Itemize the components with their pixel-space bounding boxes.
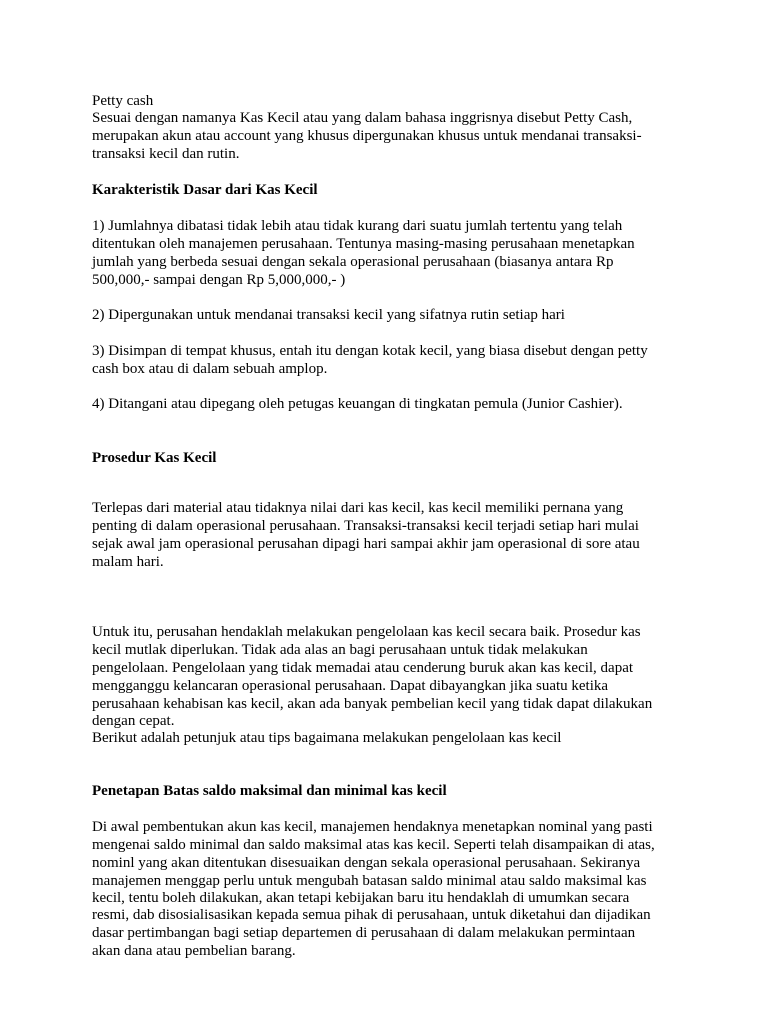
prosedur-para2-line: Untuk itu, perusahan hendaklah melakukan pengelolaan kas kecil secara baik. Prosedur kas xyxy=(92,624,641,640)
prosedur-para2-line: pengelolaan. Pengelolaan yang tidak memadai atau cenderung buruk akan kas kecil, dapat xyxy=(92,660,634,676)
section-heading-penetapan: Penetapan Batas saldo maksimal dan minimal kas kecil xyxy=(92,783,447,799)
penetapan-para-line: dasar pertimbangan bagi setiap departemen di perusahaan di dalam melakukan permintaan xyxy=(92,925,636,941)
section-heading-prosedur: Prosedur Kas Kecil xyxy=(92,450,217,466)
intro-line: merupakan akun atau account yang khusus dipergunakan khusus untuk mendanai transaksi- xyxy=(92,128,642,144)
intro-line: transaksi kecil dan rutin. xyxy=(92,146,240,162)
intro-line: Sesuai dengan namanya Kas Kecil atau yang dalam bahasa inggrisnya disebut Petty Cash, xyxy=(92,110,633,126)
penetapan-para-line: Di awal pembentukan akun kas kecil, manajemen hendaknya menetapkan nominal yang pasti xyxy=(92,819,653,835)
prosedur-para2-line: Berikut adalah petunjuk atau tips bagaimana melakukan pengelolaan kas kecil xyxy=(92,730,562,746)
list-item-1-line: ditentukan oleh manajemen perusahaan. Tentunya masing-masing perusahaan menetapkan xyxy=(92,236,635,252)
list-item-3-line: cash box atau di dalam sebuah amplop. xyxy=(92,361,328,377)
prosedur-para2-line: kecil mutlak diperlukan. Tidak ada alas an bagi perusahaan untuk tidak melakukan xyxy=(92,642,588,658)
prosedur-para1-line: Terlepas dari material atau tidaknya nilai dari kas kecil, kas kecil memiliki pernana yang xyxy=(92,500,624,516)
prosedur-para2-line: dengan cepat. xyxy=(92,713,175,729)
penetapan-para-line: manajemen menggap perlu untuk mengubah batasan saldo minimal atau saldo maksimal kas xyxy=(92,873,647,889)
prosedur-para1-line: penting di dalam operasional perusahaan. Transaksi-transaksi kecil terjadi setiap hari mulai xyxy=(92,518,639,534)
prosedur-para1-line: sejak awal jam operasional perusahan dipagi hari sampai akhir jam operasional di sore atau xyxy=(92,536,640,552)
prosedur-para2-line: perusahaan kehabisan kas kecil, akan ada banyak pembelian kecil yang tidak dapat dilakukan xyxy=(92,696,653,712)
penetapan-para-line: kecil, tentu boleh dilakukan, akan tetapi kebijakan baru itu hendaklah di umumkan secara xyxy=(92,890,630,906)
list-item-3-line: 3) Disimpan di tempat khusus, entah itu dengan kotak kecil, yang biasa disebut dengan petty xyxy=(92,343,648,359)
penetapan-para-line: nominl yang akan ditentukan disesuaikan dengan sekala operasional perusahaan. Sekiranya xyxy=(92,855,641,871)
list-item-4: 4) Ditangani atau dipegang oleh petugas keuangan di tingkatan pemula (Junior Cashier). xyxy=(92,396,623,412)
prosedur-para1-line: malam hari. xyxy=(92,554,164,570)
prosedur-para2-line: mengganggu kelancaran operasional perusahaan. Dapat dibayangkan jika suatu ketika xyxy=(92,678,609,694)
penetapan-para-line: mengenai saldo minimal dan saldo maksimal atas kas kecil. Seperti telah disampaikan di atas, xyxy=(92,837,655,853)
list-item-2: 2) Dipergunakan untuk mendanai transaksi kecil yang sifatnya rutin setiap hari xyxy=(92,307,565,323)
list-item-1-line: jumlah yang berbeda sesuai dengan sekala operasional perusahaan (biasanya antara Rp xyxy=(92,254,614,270)
list-item-1-line: 1) Jumlahnya dibatasi tidak lebih atau tidak kurang dari suatu jumlah tertentu yang telah xyxy=(92,218,623,234)
section-heading-karakteristik: Karakteristik Dasar dari Kas Kecil xyxy=(92,182,318,198)
penetapan-para-line: resmi, dab disosialisasikan kepada semua pihak di perusahaan, untuk diketahui dan dijadikan xyxy=(92,907,651,923)
penetapan-para-line: akan dana atau pembelian barang. xyxy=(92,943,296,959)
document-title: Petty cash xyxy=(92,93,154,109)
list-item-1-line: 500,000,- sampai dengan Rp 5,000,000,- ) xyxy=(92,272,346,288)
